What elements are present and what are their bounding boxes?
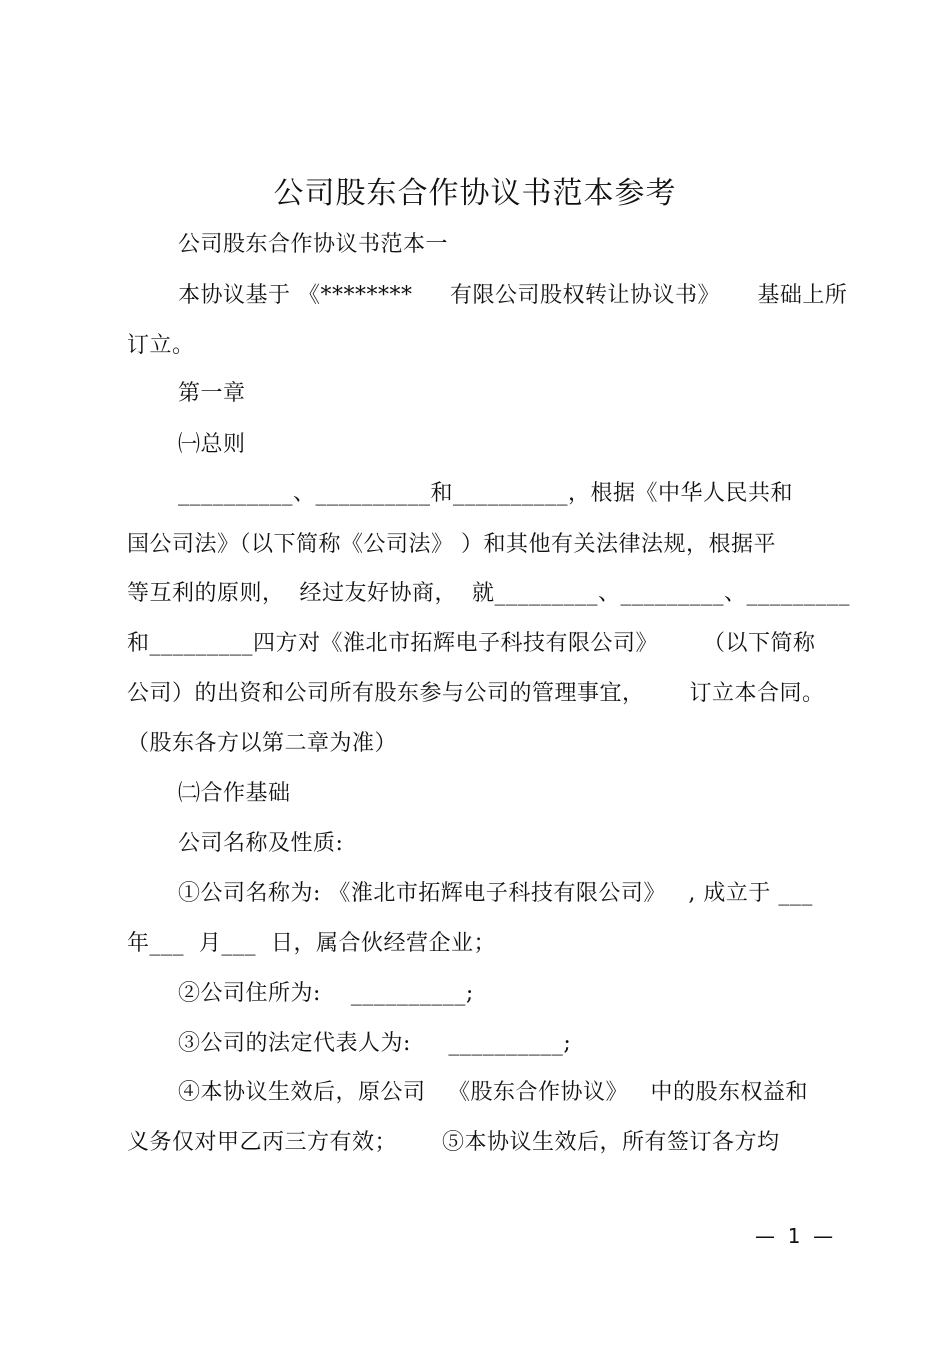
paragraph-line: 公司）的出资和公司所有股东参与公司的管理事宜， 订立本合同。 [127,681,825,706]
paragraph-line: 订立。 [127,333,195,358]
section-heading: ㈠总则 [178,432,246,457]
paragraph-line: 和_________四方对《淮北市拓辉电子科技有限公司》 （以下简称 [127,631,816,656]
list-item-line: ④本协议生效后，原公司 《股东合作协议》 中的股东权益和 [178,1080,808,1105]
subtitle-line: 公司股东合作协议书范本一 [178,232,449,257]
list-item-line: ①公司名称为: 《淮北市拓辉电子科技有限公司》 , 成立于 ___ [178,881,813,906]
list-item-line: ②公司住所为: __________; [178,981,474,1006]
chapter-heading: 第一章 [178,381,246,406]
paragraph-line: 本协议基于 《******** 有限公司股权转让协议书》 基础上所 [178,283,848,308]
list-item-line: ③公司的法定代表人为: __________; [178,1031,572,1056]
section-heading: ㈡合作基础 [178,781,291,806]
paragraph-line: 国公司法》（以下简称《公司法》 ）和其他有关法律法规，根据平 [127,532,776,557]
list-item-line: 年___ 月___ 日，属合伙经营企业； [127,931,496,956]
paragraph-line: 公司名称及性质: [178,831,344,856]
list-item-line: 义务仅对甲乙丙三方有效； ⑤本协议生效后，所有签订各方均 [127,1130,780,1155]
page-number: — 1 — [755,1224,834,1248]
paragraph-line: __________、__________和__________，根据《中华人民共和 [178,481,794,506]
paragraph-line: （股东各方以第二章为准） [127,731,398,756]
document-title: 公司股东合作协议书范本参考 [273,176,677,211]
paragraph-line: 等互利的原则， 经过友好协商， 就_________、_________、_________ [127,581,850,606]
